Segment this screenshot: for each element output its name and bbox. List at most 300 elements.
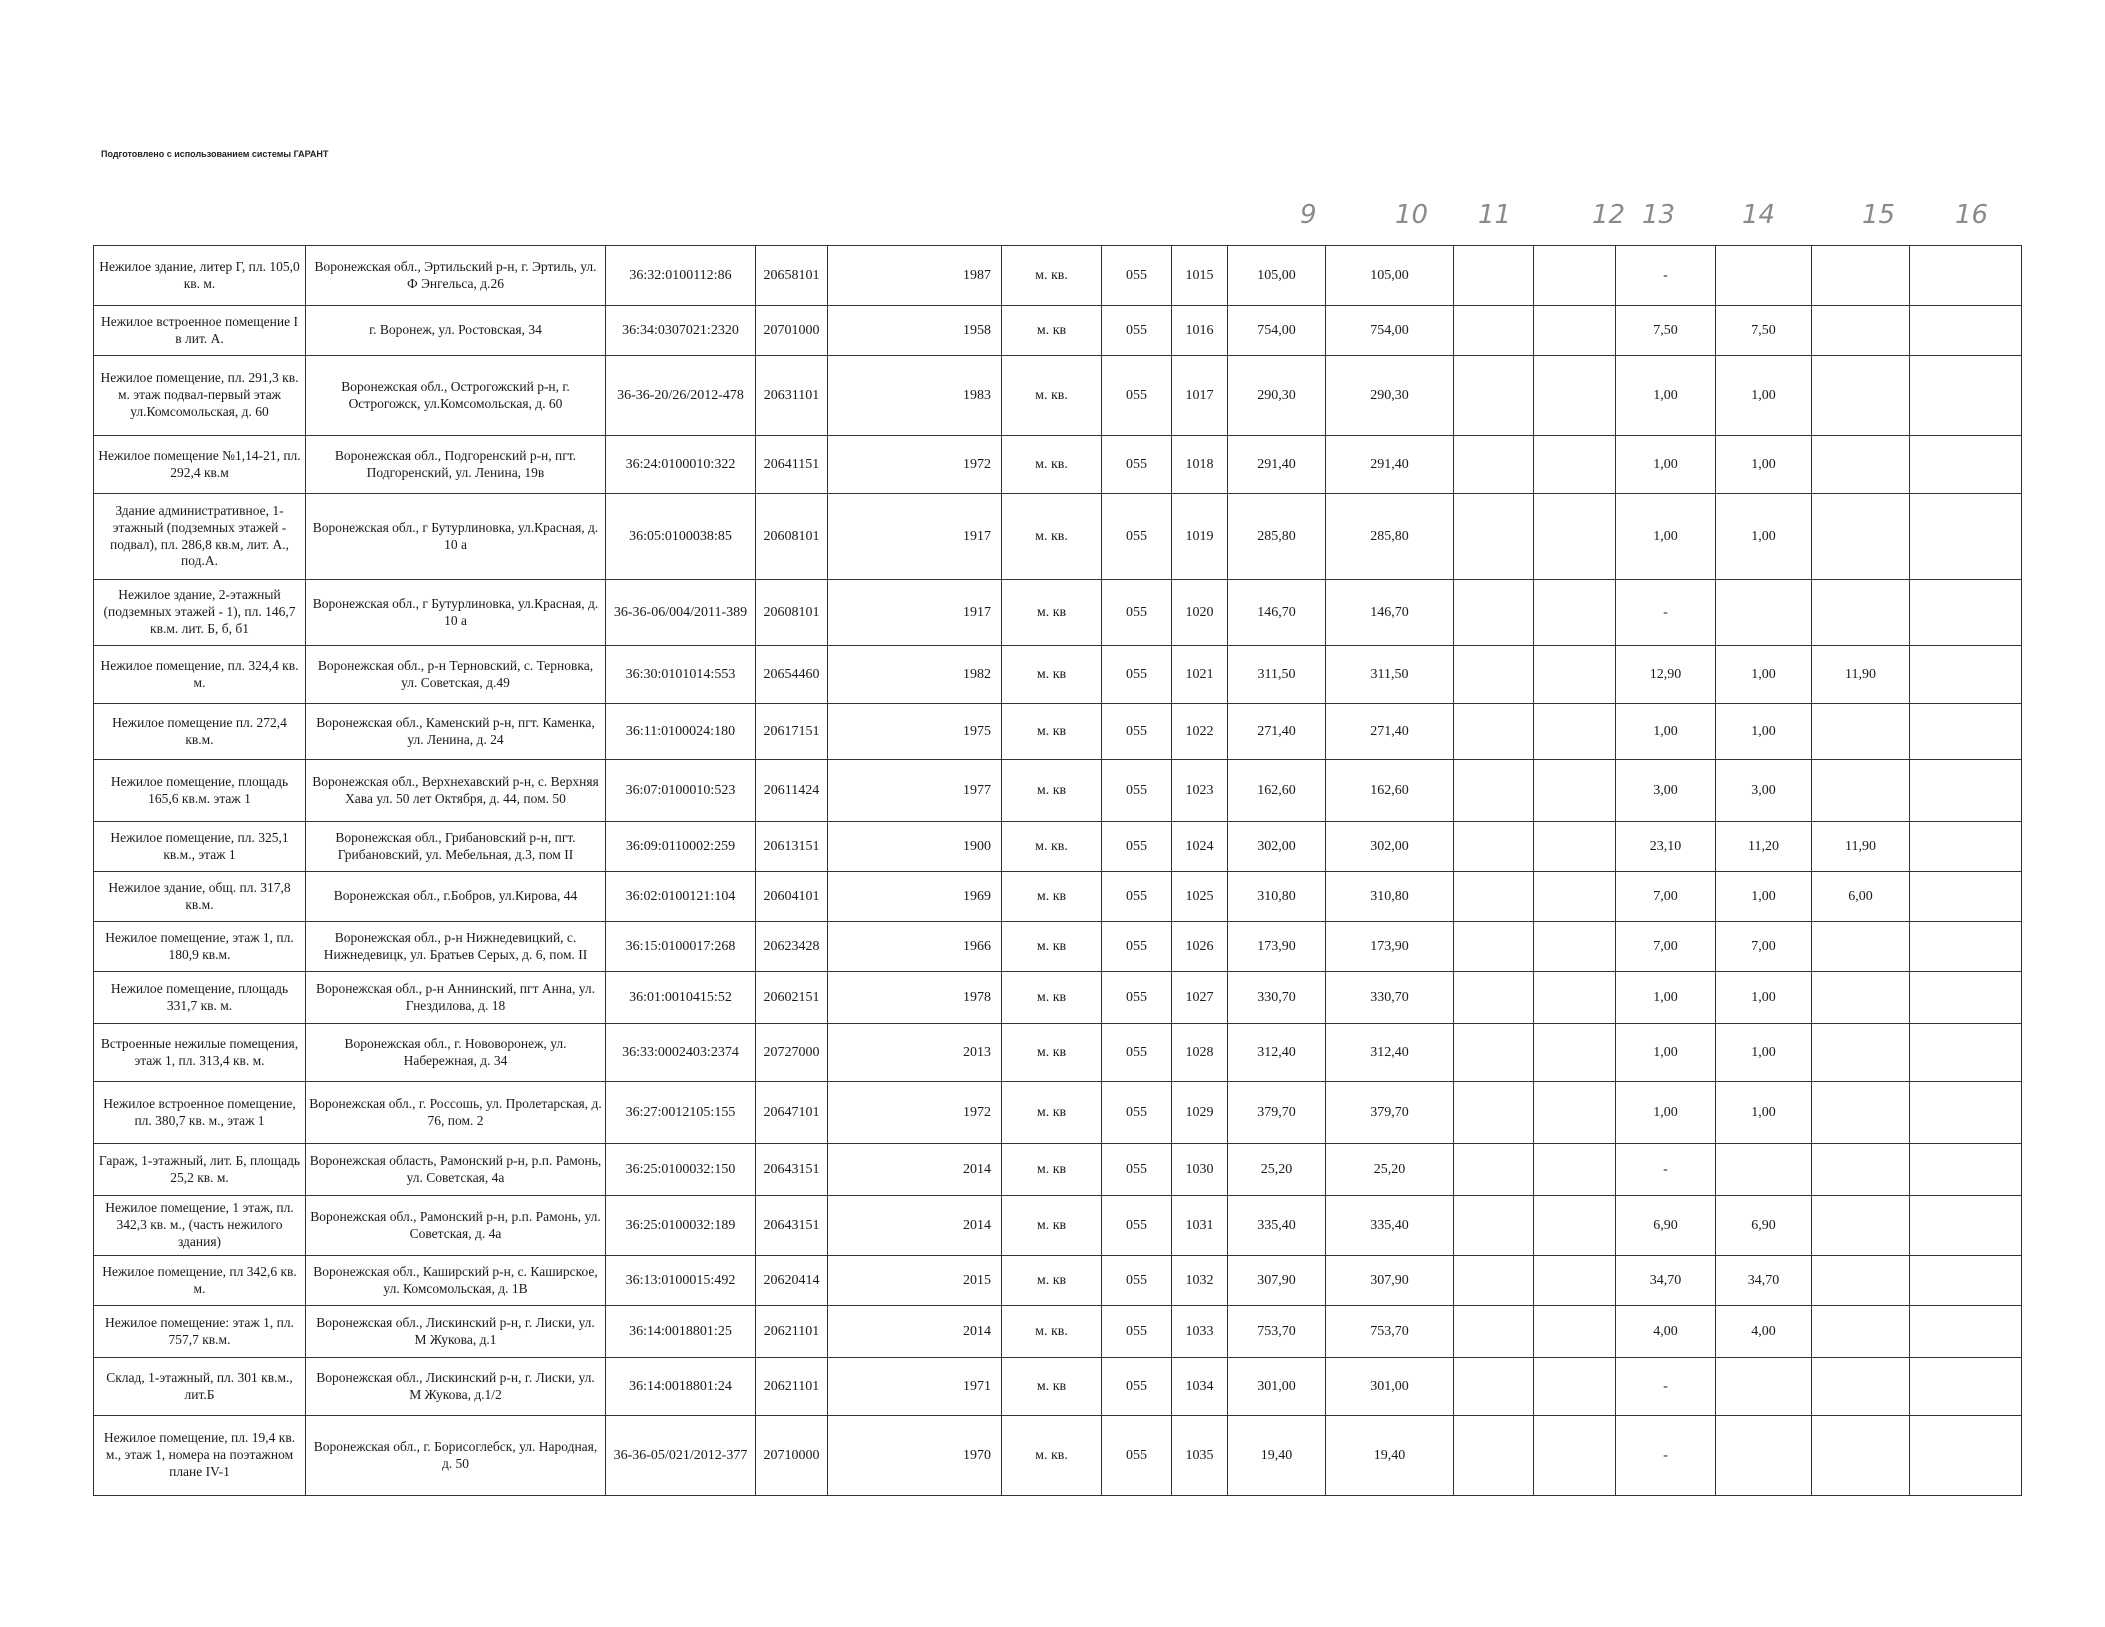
col-13: - <box>1616 246 1716 306</box>
col-11 <box>1454 580 1534 646</box>
cadastral-number: 36:25:0100032:150 <box>606 1144 756 1196</box>
unit: м. кв <box>1002 646 1102 704</box>
row-name: Нежилое встроенное помещение I в лит. А. <box>94 306 306 356</box>
oktmo-code: 20613151 <box>756 822 828 872</box>
col-15 <box>1812 1082 1910 1144</box>
col-12 <box>1534 646 1616 704</box>
row-address: Воронежская обл., Верхнехавский р-н, с. Верхняя Хава ул. 50 лет Октября, д. 44, пом. 50 <box>306 760 606 822</box>
table-row <box>94 922 2022 972</box>
object-number: 1035 <box>1172 1416 1228 1496</box>
col-15 <box>1812 1306 1910 1358</box>
year-built: 1972 <box>828 436 1002 494</box>
row-address: Воронежская обл., Грибановский р-н, пгт. Грибановский, ул. Мебельная, д.3, пом II <box>306 822 606 872</box>
col-16 <box>1910 1144 2022 1196</box>
area-value: 302,00 <box>1326 822 1454 872</box>
col-14: 1,00 <box>1716 704 1812 760</box>
area-total: 379,70 <box>1228 1082 1326 1144</box>
year-built: 1983 <box>828 356 1002 436</box>
col-14: 1,00 <box>1716 972 1812 1024</box>
col-12 <box>1534 704 1616 760</box>
object-number: 1015 <box>1172 246 1228 306</box>
table-row <box>94 306 2022 356</box>
cadastral-number: 36-36-20/26/2012-478 <box>606 356 756 436</box>
area-total: 19,40 <box>1228 1416 1326 1496</box>
row-address: Воронежская обл., Каменский р-н, пгт. Каменка, ул. Ленина, д. 24 <box>306 704 606 760</box>
col-13: - <box>1616 1144 1716 1196</box>
table-row <box>94 436 2022 494</box>
col-14 <box>1716 1358 1812 1416</box>
col-15 <box>1812 1358 1910 1416</box>
col-16 <box>1910 822 2022 872</box>
object-number: 1034 <box>1172 1358 1228 1416</box>
year-built: 1971 <box>828 1358 1002 1416</box>
row-name: Нежилое помещение, 1 этаж, пл. 342,3 кв. м., (часть нежилого здания) <box>94 1196 306 1256</box>
year-built: 1970 <box>828 1416 1002 1496</box>
code: 055 <box>1102 1082 1172 1144</box>
row-name: Нежилое помещение, площадь 165,6 кв.м. этаж 1 <box>94 760 306 822</box>
col-13: 1,00 <box>1616 356 1716 436</box>
col-11 <box>1454 646 1534 704</box>
col-16 <box>1910 972 2022 1024</box>
col-12 <box>1534 1306 1616 1358</box>
area-value: 301,00 <box>1326 1358 1454 1416</box>
col-14: 11,20 <box>1716 822 1812 872</box>
col-14: 4,00 <box>1716 1306 1812 1358</box>
area-total: 311,50 <box>1228 646 1326 704</box>
unit: м. кв. <box>1002 822 1102 872</box>
unit: м. кв. <box>1002 436 1102 494</box>
col-15 <box>1812 760 1910 822</box>
cadastral-number: 36:07:0100010:523 <box>606 760 756 822</box>
col-11 <box>1454 1256 1534 1306</box>
col-15: 11,90 <box>1812 822 1910 872</box>
object-number: 1020 <box>1172 580 1228 646</box>
col-11 <box>1454 1358 1534 1416</box>
col-16 <box>1910 580 2022 646</box>
table-row <box>94 760 2022 822</box>
col-14: 1,00 <box>1716 872 1812 922</box>
col-14: 34,70 <box>1716 1256 1812 1306</box>
unit: м. кв <box>1002 872 1102 922</box>
col-15 <box>1812 1024 1910 1082</box>
col-13: 1,00 <box>1616 1024 1716 1082</box>
col-16 <box>1910 246 2022 306</box>
cadastral-number: 36:30:0101014:553 <box>606 646 756 704</box>
row-name: Встроенные нежилые помещения, этаж 1, пл. 313,4 кв. м. <box>94 1024 306 1082</box>
area-total: 146,70 <box>1228 580 1326 646</box>
col-15 <box>1812 1416 1910 1496</box>
unit: м. кв <box>1002 1144 1102 1196</box>
code: 055 <box>1102 822 1172 872</box>
col-12 <box>1534 1144 1616 1196</box>
oktmo-code: 20647101 <box>756 1082 828 1144</box>
col-14: 1,00 <box>1716 494 1812 580</box>
area-value: 19,40 <box>1326 1416 1454 1496</box>
row-name: Нежилое помещение: этаж 1, пл. 757,7 кв.м. <box>94 1306 306 1358</box>
area-total: 291,40 <box>1228 436 1326 494</box>
code: 055 <box>1102 646 1172 704</box>
col-15 <box>1812 704 1910 760</box>
col-16 <box>1910 1306 2022 1358</box>
code: 055 <box>1102 922 1172 972</box>
oktmo-code: 20727000 <box>756 1024 828 1082</box>
oktmo-code: 20611424 <box>756 760 828 822</box>
cadastral-number: 36:05:0100038:85 <box>606 494 756 580</box>
col-14: 1,00 <box>1716 356 1812 436</box>
registry-table <box>93 245 2022 1496</box>
row-name: Гараж, 1-этажный, лит. Б, площадь 25,2 кв. м. <box>94 1144 306 1196</box>
area-total: 754,00 <box>1228 306 1326 356</box>
cadastral-number: 36:15:0100017:268 <box>606 922 756 972</box>
year-built: 1917 <box>828 580 1002 646</box>
oktmo-code: 20608101 <box>756 494 828 580</box>
code: 055 <box>1102 1256 1172 1306</box>
object-number: 1025 <box>1172 872 1228 922</box>
col-15 <box>1812 356 1910 436</box>
area-value: 25,20 <box>1326 1144 1454 1196</box>
col-11 <box>1454 704 1534 760</box>
table-row <box>94 1196 2022 1256</box>
cadastral-number: 36:24:0100010:322 <box>606 436 756 494</box>
row-address: г. Воронеж, ул. Ростовская, 34 <box>306 306 606 356</box>
year-built: 1969 <box>828 872 1002 922</box>
oktmo-code: 20654460 <box>756 646 828 704</box>
year-built: 1987 <box>828 246 1002 306</box>
cadastral-number: 36:02:0100121:104 <box>606 872 756 922</box>
oktmo-code: 20608101 <box>756 580 828 646</box>
header-note: Подготовлено с использованием системы ГАРАНТ <box>101 149 329 159</box>
oktmo-code: 20710000 <box>756 1416 828 1496</box>
area-value: 379,70 <box>1326 1082 1454 1144</box>
area-total: 162,60 <box>1228 760 1326 822</box>
oktmo-code: 20617151 <box>756 704 828 760</box>
unit: м. кв <box>1002 1082 1102 1144</box>
object-number: 1016 <box>1172 306 1228 356</box>
unit: м. кв. <box>1002 356 1102 436</box>
col-12 <box>1534 494 1616 580</box>
cadastral-number: 36:33:0002403:2374 <box>606 1024 756 1082</box>
column-numbers <box>0 200 2105 248</box>
object-number: 1033 <box>1172 1306 1228 1358</box>
col-13: - <box>1616 1416 1716 1496</box>
area-total: 173,90 <box>1228 922 1326 972</box>
table-row <box>94 356 2022 436</box>
col-12 <box>1534 1024 1616 1082</box>
oktmo-code: 20701000 <box>756 306 828 356</box>
unit: м. кв <box>1002 972 1102 1024</box>
oktmo-code: 20643151 <box>756 1196 828 1256</box>
col-15 <box>1812 1196 1910 1256</box>
col-13: 7,00 <box>1616 872 1716 922</box>
col-11 <box>1454 1306 1534 1358</box>
col-14: 1,00 <box>1716 1024 1812 1082</box>
col-11 <box>1454 494 1534 580</box>
table-row <box>94 822 2022 872</box>
col-16 <box>1910 1416 2022 1496</box>
col-16 <box>1910 1024 2022 1082</box>
year-built: 1972 <box>828 1082 1002 1144</box>
table-row <box>94 704 2022 760</box>
col-13: 1,00 <box>1616 972 1716 1024</box>
row-name: Нежилое помещение пл. 272,4 кв.м. <box>94 704 306 760</box>
col-15 <box>1812 246 1910 306</box>
year-built: 2013 <box>828 1024 1002 1082</box>
area-value: 312,40 <box>1326 1024 1454 1082</box>
row-address: Воронежская обл., Лискинский р-н, г. Лиски, ул. М Жукова, д.1 <box>306 1306 606 1358</box>
unit: м. кв <box>1002 704 1102 760</box>
code: 055 <box>1102 1196 1172 1256</box>
cadastral-number: 36:32:0100112:86 <box>606 246 756 306</box>
code: 055 <box>1102 246 1172 306</box>
col-16 <box>1910 436 2022 494</box>
object-number: 1027 <box>1172 972 1228 1024</box>
area-total: 25,20 <box>1228 1144 1326 1196</box>
col-15 <box>1812 494 1910 580</box>
cadastral-number: 36:14:0018801:25 <box>606 1306 756 1358</box>
col-13: - <box>1616 580 1716 646</box>
row-address: Воронежская обл., Эртильский р-н, г. Эртиль, ул. Ф Энгельса, д.26 <box>306 246 606 306</box>
col-15 <box>1812 922 1910 972</box>
col-13: 1,00 <box>1616 1082 1716 1144</box>
col-11 <box>1454 1144 1534 1196</box>
col-12 <box>1534 1358 1616 1416</box>
table-row <box>94 580 2022 646</box>
year-built: 1975 <box>828 704 1002 760</box>
col-13: - <box>1616 1358 1716 1416</box>
row-address: Воронежская обл., Рамонский р-н, р.п. Рамонь, ул. Советская, д. 4а <box>306 1196 606 1256</box>
table-row <box>94 246 2022 306</box>
table-row <box>94 1024 2022 1082</box>
area-value: 307,90 <box>1326 1256 1454 1306</box>
col-13: 1,00 <box>1616 494 1716 580</box>
object-number: 1026 <box>1172 922 1228 972</box>
year-built: 2015 <box>828 1256 1002 1306</box>
column-number: 14 <box>1742 200 1776 230</box>
unit: м. кв. <box>1002 246 1102 306</box>
col-12 <box>1534 1416 1616 1496</box>
object-number: 1031 <box>1172 1196 1228 1256</box>
col-11 <box>1454 760 1534 822</box>
table-row <box>94 972 2022 1024</box>
col-12 <box>1534 1256 1616 1306</box>
table-row <box>94 1082 2022 1144</box>
area-value: 146,70 <box>1326 580 1454 646</box>
area-total: 290,30 <box>1228 356 1326 436</box>
code: 055 <box>1102 1306 1172 1358</box>
row-address: Воронежская обл., р-н Терновский, с. Терновка, ул. Советская, д.49 <box>306 646 606 704</box>
col-16 <box>1910 704 2022 760</box>
area-value: 310,80 <box>1326 872 1454 922</box>
column-number: 12 <box>1592 200 1626 230</box>
code: 055 <box>1102 306 1172 356</box>
code: 055 <box>1102 704 1172 760</box>
unit: м. кв <box>1002 580 1102 646</box>
row-name: Нежилое здание, общ. пл. 317,8 кв.м. <box>94 872 306 922</box>
area-value: 105,00 <box>1326 246 1454 306</box>
area-value: 291,40 <box>1326 436 1454 494</box>
col-14 <box>1716 1144 1812 1196</box>
row-name: Нежилое здание, 2-этажный (подземных этажей - 1), пл. 146,7 кв.м. лит. Б, б, б1 <box>94 580 306 646</box>
cadastral-number: 36:14:0018801:24 <box>606 1358 756 1416</box>
area-total: 312,40 <box>1228 1024 1326 1082</box>
row-name: Здание административное, 1-этажный (подземных этажей - подвал), пл. 286,8 кв.м, лит. А., под.А. <box>94 494 306 580</box>
col-16 <box>1910 760 2022 822</box>
col-14: 3,00 <box>1716 760 1812 822</box>
cadastral-number: 36:09:0110002:259 <box>606 822 756 872</box>
unit: м. кв <box>1002 760 1102 822</box>
code: 055 <box>1102 872 1172 922</box>
cadastral-number: 36:01:0010415:52 <box>606 972 756 1024</box>
table-row <box>94 494 2022 580</box>
col-13: 12,90 <box>1616 646 1716 704</box>
column-number: 15 <box>1862 200 1896 230</box>
year-built: 2014 <box>828 1196 1002 1256</box>
row-address: Воронежская обл., Подгоренский р-н, пгт. Подгоренский, ул. Ленина, 19в <box>306 436 606 494</box>
cadastral-number: 36:25:0100032:189 <box>606 1196 756 1256</box>
row-name: Нежилое помещение, этаж 1, пл. 180,9 кв.м. <box>94 922 306 972</box>
col-14 <box>1716 246 1812 306</box>
col-12 <box>1534 1196 1616 1256</box>
row-address: Воронежская обл., Острогожский р-н, г. Острогожск, ул.Комсомольская, д. 60 <box>306 356 606 436</box>
area-value: 330,70 <box>1326 972 1454 1024</box>
row-address: Воронежская область, Рамонский р-н, р.п. Рамонь, ул. Советская, 4а <box>306 1144 606 1196</box>
col-13: 23,10 <box>1616 822 1716 872</box>
row-name: Склад, 1-этажный, пл. 301 кв.м., лит.Б <box>94 1358 306 1416</box>
row-address: Воронежская обл., р-н Нижнедевицкий, с. Нижнедевицк, ул. Братьев Серых, д. 6, пом. II <box>306 922 606 972</box>
column-number: 16 <box>1955 200 1989 230</box>
area-total: 310,80 <box>1228 872 1326 922</box>
unit: м. кв. <box>1002 1306 1102 1358</box>
year-built: 2014 <box>828 1306 1002 1358</box>
area-value: 173,90 <box>1326 922 1454 972</box>
area-total: 301,00 <box>1228 1358 1326 1416</box>
col-11 <box>1454 872 1534 922</box>
row-address: Воронежская обл., г. Россошь, ул. Пролетарская, д. 76, пом. 2 <box>306 1082 606 1144</box>
unit: м. кв <box>1002 1024 1102 1082</box>
col-12 <box>1534 822 1616 872</box>
oktmo-code: 20621101 <box>756 1306 828 1358</box>
row-name: Нежилое помещение, пл. 324,4 кв. м. <box>94 646 306 704</box>
row-name: Нежилое помещение, пл. 19,4 кв. м., этаж 1, номера на поэтажном плане IV-1 <box>94 1416 306 1496</box>
col-15 <box>1812 972 1910 1024</box>
col-12 <box>1534 1082 1616 1144</box>
col-16 <box>1910 1196 2022 1256</box>
col-12 <box>1534 972 1616 1024</box>
code: 055 <box>1102 1024 1172 1082</box>
area-total: 105,00 <box>1228 246 1326 306</box>
cadastral-number: 36-36-06/004/2011-389 <box>606 580 756 646</box>
col-14: 1,00 <box>1716 1082 1812 1144</box>
col-14 <box>1716 1416 1812 1496</box>
object-number: 1021 <box>1172 646 1228 704</box>
code: 055 <box>1102 494 1172 580</box>
year-built: 2014 <box>828 1144 1002 1196</box>
col-12 <box>1534 872 1616 922</box>
col-16 <box>1910 1082 2022 1144</box>
cadastral-number: 36:13:0100015:492 <box>606 1256 756 1306</box>
object-number: 1018 <box>1172 436 1228 494</box>
object-number: 1017 <box>1172 356 1228 436</box>
cadastral-number: 36:27:0012105:155 <box>606 1082 756 1144</box>
object-number: 1019 <box>1172 494 1228 580</box>
code: 055 <box>1102 972 1172 1024</box>
unit: м. кв <box>1002 1358 1102 1416</box>
row-name: Нежилое помещение, пл 342,6 кв. м. <box>94 1256 306 1306</box>
table-row <box>94 1256 2022 1306</box>
code: 055 <box>1102 356 1172 436</box>
col-16 <box>1910 356 2022 436</box>
area-total: 335,40 <box>1228 1196 1326 1256</box>
col-11 <box>1454 822 1534 872</box>
col-14: 6,90 <box>1716 1196 1812 1256</box>
col-13: 7,00 <box>1616 922 1716 972</box>
col-15 <box>1812 306 1910 356</box>
col-11 <box>1454 436 1534 494</box>
year-built: 1917 <box>828 494 1002 580</box>
year-built: 1978 <box>828 972 1002 1024</box>
year-built: 1982 <box>828 646 1002 704</box>
code: 055 <box>1102 580 1172 646</box>
oktmo-code: 20658101 <box>756 246 828 306</box>
col-11 <box>1454 306 1534 356</box>
col-12 <box>1534 436 1616 494</box>
area-total: 307,90 <box>1228 1256 1326 1306</box>
object-number: 1022 <box>1172 704 1228 760</box>
oktmo-code: 20641151 <box>756 436 828 494</box>
oktmo-code: 20620414 <box>756 1256 828 1306</box>
year-built: 1966 <box>828 922 1002 972</box>
unit: м. кв <box>1002 1196 1102 1256</box>
cadastral-number: 36:34:0307021:2320 <box>606 306 756 356</box>
col-13: 1,00 <box>1616 704 1716 760</box>
col-15 <box>1812 1256 1910 1306</box>
col-12 <box>1534 760 1616 822</box>
col-16 <box>1910 646 2022 704</box>
cadastral-number: 36-36-05/021/2012-377 <box>606 1416 756 1496</box>
col-13: 4,00 <box>1616 1306 1716 1358</box>
col-14 <box>1716 580 1812 646</box>
object-number: 1030 <box>1172 1144 1228 1196</box>
table-row <box>94 1358 2022 1416</box>
code: 055 <box>1102 760 1172 822</box>
unit: м. кв <box>1002 306 1102 356</box>
col-12 <box>1534 246 1616 306</box>
col-16 <box>1910 1358 2022 1416</box>
oktmo-code: 20602151 <box>756 972 828 1024</box>
table-row <box>94 1416 2022 1496</box>
year-built: 1958 <box>828 306 1002 356</box>
oktmo-code: 20643151 <box>756 1144 828 1196</box>
col-11 <box>1454 356 1534 436</box>
area-value: 290,30 <box>1326 356 1454 436</box>
unit: м. кв. <box>1002 494 1102 580</box>
row-name: Нежилое помещение, площадь 331,7 кв. м. <box>94 972 306 1024</box>
row-address: Воронежская обл., г. Борисоглебск, ул. Народная, д. 50 <box>306 1416 606 1496</box>
row-name: Нежилое помещение, пл. 291,3 кв. м. этаж подвал-первый этаж ул.Комсомольская, д. 60 <box>94 356 306 436</box>
col-11 <box>1454 1024 1534 1082</box>
col-16 <box>1910 494 2022 580</box>
row-name: Нежилое помещение №1,14-21, пл. 292,4 кв.м <box>94 436 306 494</box>
col-12 <box>1534 922 1616 972</box>
area-total: 330,70 <box>1228 972 1326 1024</box>
col-11 <box>1454 1416 1534 1496</box>
col-15 <box>1812 580 1910 646</box>
col-11 <box>1454 1196 1534 1256</box>
area-total: 753,70 <box>1228 1306 1326 1358</box>
col-11 <box>1454 1082 1534 1144</box>
area-total: 302,00 <box>1228 822 1326 872</box>
table-row <box>94 646 2022 704</box>
